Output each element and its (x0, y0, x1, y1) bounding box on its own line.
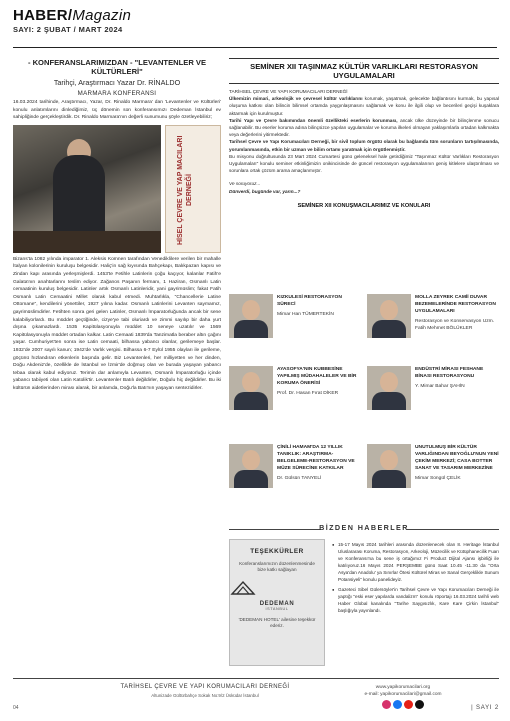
seminar-paragraph-1: Ülkemizin mimari, arkeolojik ve çevresel kültür varlıklarını korumak, yaşatmak, gelecekte bağlantısını kurmak, bu yapısal oluşuma katkısı olan bilincin bilimsel ortamda yaygınlaşmasını sağlamak ve konu ile ilgili olup ve becerileri geçişi kuşaklara aktarmak için kurulmuştur. (229, 96, 500, 116)
news-list (332, 541, 499, 617)
footer (13, 678, 499, 718)
seminar-org: TARİHSEL ÇEVRE VE YAPI KORUMACILARI DERNEĞİ (229, 89, 348, 94)
dedeman-name: DEDEMAN (259, 600, 295, 607)
speaker-name: Mimar Songül ÇELİK (415, 476, 461, 481)
masthead-divider (13, 47, 497, 48)
magazine-title-italic: Magazin (72, 7, 132, 24)
speaker-topic: AYASOFYA'NIN KUBBESİNE YAPILMIŞ MÜDAHALELER VE BİR KORUMA ÖNERİSİ (277, 367, 357, 386)
youtube-icon[interactable] (404, 700, 413, 709)
speaker-name: Prof. Dr. Hasan Fırat DİKER (277, 391, 339, 396)
speaker-name: Dr. Gülsün TANYELİ (277, 476, 322, 481)
conference-subtitle: Tarihçi, Araştırmacı Yazar Dr. RİNALDO (53, 78, 181, 87)
footer-contact (353, 684, 453, 709)
seminar-paragraph-4: Bu misyonu doğrultusunda 23 Mart 2024 Cumartesi günü geleneksel hale getirdiğimiz "Taşınmaz Kültür Varlıkları Restorasyon Uygulamaları" konulu seminer etkinliğimizin onikincisinde de güncel restorasyon uygulamalarının geniş kitlelere ulaştırılması ve sorunlara ortak çözüm arama amaçlanmıştır. (229, 153, 499, 174)
conference-intro: 16.03.2024 tarihinde, Araştırmacı, Yazar, Dr. Rinaldo Marmara' dan 'Levantenler ve Kültürleri' konulu anlatımlarını dinlediğimiz, üç dönemin son konferansımızı Dedeman İstanbul ev sahipliğinde gerçekleştirdik. Dr. Rinaldo Marmara'nın değerli sunumunu şöyle özetleyebiliriz; (13, 100, 221, 121)
page-number-right: | SAYI 2 (471, 705, 499, 711)
speaker-photo (229, 444, 273, 488)
news-item: ● Gazeteci Sibel Gülersöyler'in Tarihsel Çevre ve Yapı Korumacıları Derneği ile yaptığı "eski eser yapılarda vandalizm" konulu röportajı 16.03.2024 tarihli web Haber Global kanalında "Tarihe Saygısızlık, Kare Kare Çirkin İstanbul" başlığıyla yayınlandı. (332, 586, 499, 614)
thanks-text-2: 'DEDEMAN HOTEL' ailesine teşekkür ederiz. (238, 616, 316, 629)
speaker-photo (229, 366, 273, 410)
news-rule-right (407, 529, 499, 530)
thanks-box (229, 539, 325, 666)
conference-subtitle-2: MARMARA KONFERANSI (77, 90, 157, 97)
speaker-card (229, 366, 359, 424)
speaker-topic: ENDÜSTRİ MİRASI FESHANE BİNASI RESTORASYONU (415, 367, 484, 379)
conference-heading: - KONFERANSLARIMIZDAN - "LEVANTENLER VE KÜLTÜRLERİ" (27, 58, 207, 76)
speaker-photo (229, 294, 273, 338)
dedeman-logo-icon (230, 580, 256, 596)
seminar-body (229, 88, 499, 195)
conference-photo-row (13, 125, 221, 253)
magazine-title-bold: HABER/ (13, 7, 73, 24)
conference-article (13, 58, 221, 392)
page-number-left: 04 (13, 705, 19, 711)
thanks-title: TEŞEKKÜRLER (250, 548, 304, 555)
banner-text: HİSEL ÇEVRE VE YAP MACILARI DERNEĞİ (177, 135, 193, 245)
seminar-paragraph-2: Tarihi Yapı ve Çevre bakımından önemli özellikteki eserlerin korunması, ancak ülke düzeyinde bir bilinçlenme sonucu sağlanabilir. Bu eserler koruma adına bilinçsizce yapılan uygulamalar ve koruma ilkeleri olmayan yaklaşımlarla ortadan kalkmakta veya değerlerini yitirmektedir. (229, 117, 499, 138)
social-icons (353, 700, 453, 709)
news-heading: BİZDEN HABERLER (319, 523, 409, 532)
speaker-card (367, 444, 497, 502)
footer-org-block (105, 684, 305, 698)
footer-website[interactable]: www.yapikorumacilari.org (375, 685, 431, 690)
speaker-topic: MOLLA ZEYREK CAMİİ DUVAR BEZEMELERİNDE RESTORASYON UYGULAMALARI (415, 295, 496, 314)
speaker-topic: KIZKULESİ RESTORASYON SÜRECİ (277, 295, 342, 307)
facebook-icon[interactable] (393, 700, 402, 709)
speaker-card (229, 294, 359, 352)
seminar-question-1: Ve soruyoruz... (229, 181, 261, 187)
speaker-photo (13, 125, 161, 253)
footer-address: Altunizade Gültürbahçe Sokak No:9/2 Üsküdar İstanbul (151, 693, 259, 698)
speaker-photo (367, 294, 411, 338)
speaker-name: Y. Mimar Bahar ŞAHİN (415, 384, 465, 389)
x-icon[interactable] (415, 700, 424, 709)
seminar-title: SEMİNER XII TAŞINMAZ KÜLTÜR VARLIKLARI RESTORASYON UYGULAMALARI (229, 58, 499, 84)
conference-body: Bizans'ta 1082 yılında imparator 1. Aleksis Komnen tarafından Venediklilere verilen bir mahalle İtalyan kolonilerinin kuruluşu belgesidir. Haliç'in sağ kıyısında Bahçekapı, Balıkpazarı kapısı ve Zindan kapı arasında yerleşmişlerdi. 1453'te Fetihle Latinlerin çoğu kaçıyor, kalanlar Fatih'e Galata'nın anahtarlarını teslim ediyor. Zağanos Paşanın fermanı, 1 Haziran, Osmanlı Latin cemaatinin kuruluş belgesidir. Latinler artık Osmanlı Latinleridir, yani gayrimüslim; fakat Fatih Osmanlı Latin Cemaatini Millet olarak kabul etmedi. Muhtarlıkla, "Chancellerie Latine Ottomane", kendilerini yönettiler, 1927 yılına kadar. Osmanlı Latinlerini Levanten saymamız, gayrimüslimdirler. Fetihten sonra geri gelen Latinler, Osmanlı İmparatorluğunda ancak bir sene kalabiliyorlardı. Bu müddet geçtiğinde, cizye'ye tabi oluriardı ve zimmi sayılıp bir daha yurt dışına çıkamazlardı. 1535 Kapitülasyonuyla müddet 10 seneye uzatılır ve 1569 Kapitülasyonuyla müddet ortadan kalkar. Latin Cemaati 1839'da Tanzimatla beraber altın çağını yaşar. Cumhuriyet'ten sonra ise Latin cemaati, bilhassa yabancı olanlar, gerilemeye başlar. 1932'de 2007 sayılı kanun; 1942'de Varlık vergisi. Bilhassa 6-7 Eylül 1955 olayları ile gerileme, göçünü hızlandıran etkenlerin başında gelir. Biz Levantenleri, her milliyetten ve her dinden, Doğu Akdeniz'de, özellikle de İstanbul ve İzmir'de doğmuş olan ve burada yaşayan yabancı tebaa olarak kabul ediyoruz. Terimin dar anlamıyla Levanten, Osmanlı İmparatorluğu içinde yabancı tabiiyeti olan Latin Katolik'tir. Levantenler Batılı değildirler, Doğulu hiç değildirler. Bu iki kültürün aidetlerinden mirası alarak, bir anlamda, Doğu'la Batı'nın yaşayan sentezidirler. (13, 256, 221, 391)
news-item: ● 15-17 Mayıs 2024 tarihleri arasında düzenlenecek olan 8. Heritage İstanbul Uluslararası Koruma, Restorasyon, Arkeoloji, Müzecilik ve Kütüphanecilik Fuarı ve Konferansı'na bu sene iş ortağımız Fi Product Dijital Ajansı işbirliği ile katılıyoruz.16 Mayıs 2024 PERŞEMBE günü Saat 10.45 -11.30 da "Orta Asya'dan Anadolu' ya Sınırlar Ötesi Kültürel Miras ve Sanal Gerçeklikle Sunum Potansiyeli" konulu panelideyiz. (332, 541, 499, 583)
dedeman-city: İSTANBUL (265, 606, 289, 611)
seminar-article (229, 58, 500, 481)
thanks-text: Konferanslarımızın düzenlenmesinde bize katkı sağlayan (239, 561, 315, 573)
footer-org: TARİHSEL ÇEVRE VE YAPI KORUMACILARI DERNEĞİ (120, 684, 290, 690)
speaker-topic: ÇİNİLİ HAMAM'DA 12 YILLIK TANIKLIK: ARAŞTIRMA-BELGELEME-RESTORASYON VE MÜZE SÜRECİNE KATKILAR (277, 445, 355, 471)
speakers-heading: SEMİNER XII KONUŞMACILARIMIZ VE KONULARI (297, 202, 431, 209)
speaker-card (229, 444, 359, 502)
seminar-paragraph-3: Tarihsel Çevre ve Yapı Korumacıları Derneği, bir sivil toplum örgütü olarak bu bağlamda tüm sorunların tartışılmasında, yorumlanmasında, etkin bir uzman ve bilim ortamı yaratmak için örgütlenmiştir. (229, 139, 499, 152)
speaker-name: Mimar Han TÜMERTEKİN (277, 312, 334, 317)
speaker-card (367, 366, 497, 424)
masthead (13, 7, 497, 51)
speaker-photo (367, 444, 411, 488)
footer-email[interactable]: e-mail: yapikorumacilari@gmail.com (364, 692, 442, 697)
issue-line: SAYI: 2 ŞUBAT / MART 2024 (13, 25, 123, 34)
association-banner (165, 125, 221, 253)
speaker-name: Restorasyon ve Konservasyon Uzm. Fatih Mehmet BÖLÜKLER (415, 319, 495, 331)
seminar-question-2: Dünverdi, bugünde var, yarın...? (229, 188, 301, 194)
news-heading-bar (229, 523, 499, 535)
speaker-photo (367, 366, 411, 410)
instagram-icon[interactable] (382, 700, 391, 709)
magazine-title (13, 7, 497, 24)
speaker-topic: UNUTULMUŞ BİR KÜLTÜR VARLIĞINDAN BEYOĞLU'NUN YENİ ÇEKİM MERKEZİ; CASA BOTTER SANAT VE TASARIM MERKEZİNE (415, 445, 499, 471)
speaker-card (367, 294, 497, 352)
